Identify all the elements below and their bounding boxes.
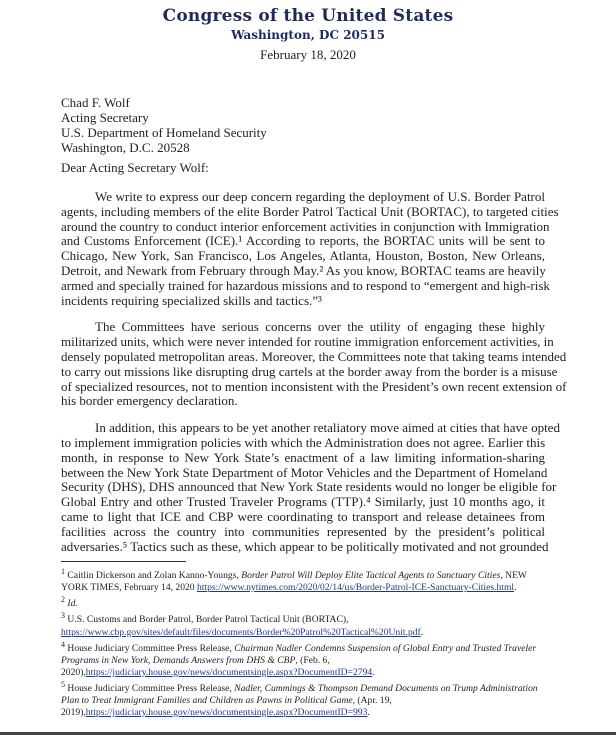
footnote-text: , (Apr. 19, 2019), (61, 694, 392, 718)
paragraph (61, 319, 567, 409)
paragraph-line: month, in response to New York State’s enactment of a law limiting information-sharing (61, 449, 545, 465)
paragraph-line: between the New York State Department of Motor Vehicles and the Department of Homeland (61, 464, 548, 480)
recipient-org: U.S. Department of Homeland Security (61, 125, 267, 140)
footnote-title: Id. (67, 598, 78, 610)
paragraph (61, 420, 560, 554)
paragraph-line: We write to express our deep concern regarding the deployment of U.S. Border Patrol (95, 189, 545, 204)
footnote: $^4$ House Judiciary Committee Press Release, Chairman Nadler Condemns Suspension of Global Entry and Trusted Traveler Programs in New York, Demands Answers from DHS & CBP, (Feb. 6, 2020),https://judiciary.house.gov/news/documentsingle.aspx?DocumentID=2794. (61, 639, 537, 678)
footnotes (61, 566, 541, 719)
salutation: Dear Acting Secretary Wolf: (61, 160, 209, 175)
footnote-number: 3 (61, 611, 65, 621)
paragraph-line: adversaries.⁵ Tactics such as these, which appear to be politically motivated and not grounded (61, 538, 549, 554)
footnote-text: , (Feb. 6, 2020), (61, 654, 330, 678)
paragraph-line: of specialized resources, not to mention inconsistent with the President’s own recent extension of (61, 378, 567, 394)
footnote: $^5$ House Judiciary Committee Press Release, Nadler, Cummings & Thompson Demand Documents on Trump Administration Plan to Treat Immigrant Families and Children as Pawns in Political Game, (Apr. 19, 2019),https://judiciary.house.gov/news/documentsingle.aspx?DocumentID=993. (61, 679, 538, 718)
paragraph-line: armed and specially trained for hazardous missions and to respond to “emergent and high-risk (61, 277, 550, 293)
letterhead-title: Congress of the United States (162, 6, 454, 26)
footnote-text: House Judiciary Committee Press Release, (67, 682, 235, 694)
footnote-divider (61, 561, 186, 562)
recipient-title: Acting Secretary (61, 110, 149, 125)
footnote-title: Chairman Nadler Condemns Suspension of Global Entry and Trusted Traveler Programs in New York, Demands Answers from DHS & CBP (61, 642, 537, 666)
footnote-number: 5 (61, 679, 65, 689)
paragraph-line: to carry out missions like disrupting drug cartels at the border away from the border is a misuse (61, 363, 558, 379)
recipient-address (61, 95, 267, 155)
footnote-text: House Judiciary Committee Press Release, (67, 642, 235, 654)
paragraph-line: to implement immigration policies with which the Administration does not agree. Earlier this (61, 434, 546, 450)
paragraph-line: came to light that ICE and CBP were coordinating to transport and release detainees from (61, 508, 545, 524)
paragraph-line: Global Entry and other Trusted Traveler Programs (TTP).⁴ Similarly, just 10 months ago, it (61, 494, 545, 510)
recipient-city: Washington, D.C. 20528 (61, 140, 190, 155)
footnote-title: Border Patrol Will Deploy Elite Tactical Agents to Sanctuary Cities (241, 570, 501, 582)
paragraph-line: his border emergency declaration. (61, 393, 238, 409)
footnote: $^1$ Caitlin Dickerson and Zolan Kanno-Youngs, Border Patrol Will Deploy Elite Tactical Agents to Sanctuary Cities, NEW YORK TIMES, February 14, 2020 https://www.nytimes.com/2020/02/14/us/Border-Patrol-ICE-Sanctuary-Cities.html. (61, 567, 527, 594)
letterhead-subtitle: Washington, DC 20515 (231, 28, 385, 42)
paragraph-line: Chicago, New York, San Francisco, Los Angeles, Atlanta, Houston, Boston, New Orleans, (61, 248, 545, 264)
footnote (61, 594, 541, 610)
footnote-text: , NEW YORK TIMES, February 14, 2020 (61, 570, 527, 594)
paragraph-line: agents, including members of the elite Border Patrol Tactical Unit (BORTAC), to targeted cities (61, 203, 559, 219)
recipient-name: Chad F. Wolf (61, 95, 130, 110)
footnote-text: U.S. Customs and Border Patrol, Border Patrol Tactical Unit (BORTAC), (67, 614, 349, 626)
footnote-link[interactable]: https://www.cbp.gov/sites/default/files/documents/Border%20Patrol%20Tactical%20Unit.pdf (61, 626, 421, 638)
footnote: $^3$ U.S. Customs and Border Patrol, Border Patrol Tactical Unit (BORTAC), https://www.cbp.gov/sites/default/files/documents/Border%20Patrol%20Tactical%20Unit.pdf. (61, 611, 424, 638)
footnote-title: Nadler, Cummings & Thompson Demand Documents on Trump Administration Plan to Treat Immigrant Families and Children as Pawns in Political Game (61, 682, 538, 706)
paragraph-line: In addition, this appears to be yet another retaliatory move aimed at cities that have opted (95, 420, 560, 436)
footnote-text: Caitlin Dickerson and Zolan Kanno-Youngs, (67, 570, 242, 582)
footnote-number: 2 (61, 595, 65, 605)
paragraph-line: incidents requiring specialized skills and tactics.”³ (61, 292, 322, 308)
paragraph-line: The Committees have serious concerns over the utility of engaging these highly (95, 319, 545, 335)
footnote-number: 1 (61, 567, 65, 576)
paragraph-line: around the country to conduct interior enforcement activities in conjunction with Immigration (61, 218, 550, 234)
letter-body (61, 189, 567, 566)
paragraph-line: and Customs Enforcement (ICE).¹ According to reports, the BORTAC units will be sent to (61, 233, 545, 249)
paragraph-line: militarized units, which were never intended for routine immigration enforcement activities, in (61, 334, 554, 350)
paragraph-line: Detroit, and Newark from February through May.² As you know, BORTAC teams are heavily (61, 262, 546, 278)
footnote-link[interactable]: https://judiciary.house.gov/news/documentsingle.aspx?DocumentID=2794 (85, 666, 373, 678)
footnote-link[interactable]: https://judiciary.house.gov/news/documentsingle.aspx?DocumentID=993 (85, 706, 368, 718)
footnote-link[interactable]: https://www.nytimes.com/2020/02/14/us/Border-Patrol-ICE-Sanctuary-Cities.html (197, 582, 515, 594)
letter-date: February 18, 2020 (260, 47, 356, 62)
footnote-number: 4 (61, 639, 65, 649)
paragraph-line: densely populated metropolitan areas. Moreover, the Committees note that taking teams intended (61, 348, 567, 364)
paragraph (61, 189, 559, 308)
paragraph-line: Security (DHS), DHS announced that New York State residents would no longer be eligible for (61, 479, 557, 495)
paragraph-line: facilities across the country into communities represented by the president’s political (61, 523, 545, 539)
